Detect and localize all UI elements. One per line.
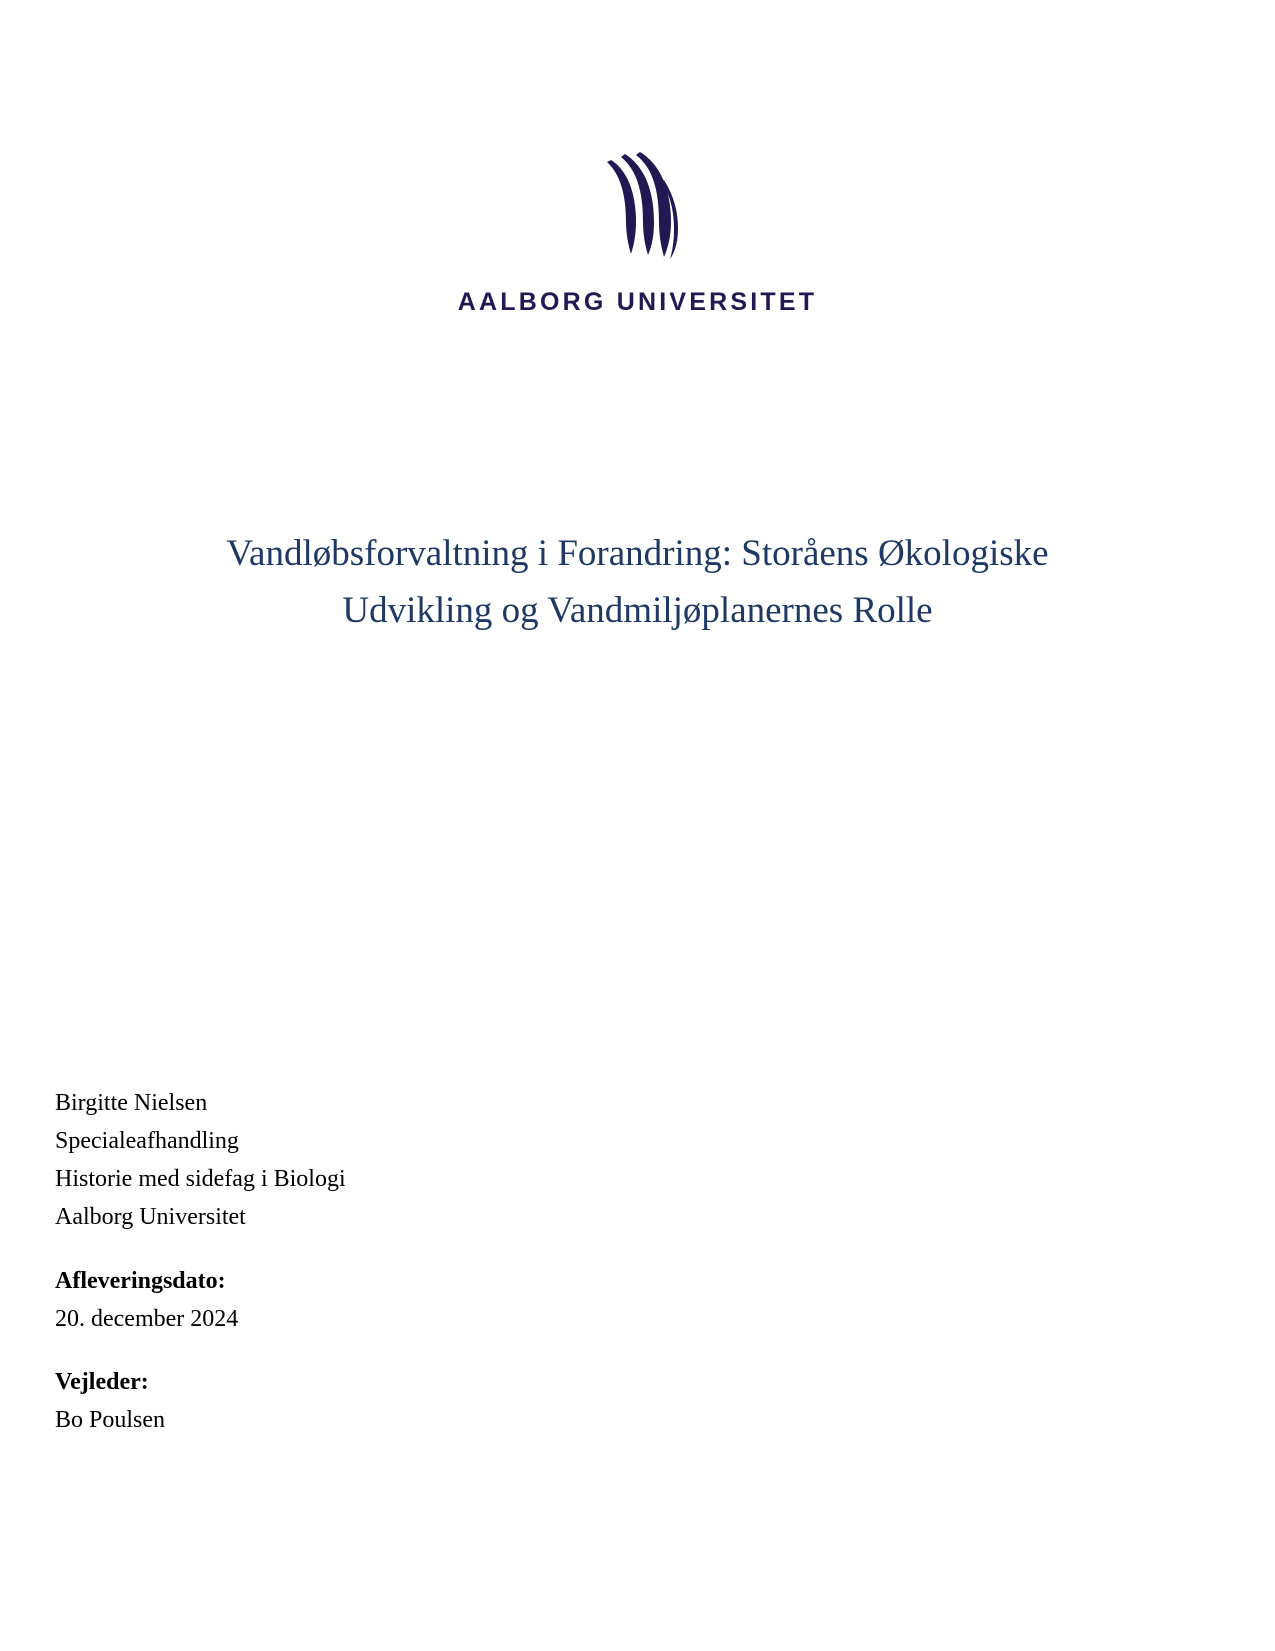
page-title-line-1: Vandløbsforvaltning i Forandring: Storåens Økologiske bbox=[226, 533, 1049, 574]
document-title-block bbox=[90, 525, 1185, 640]
document-metadata bbox=[55, 1085, 755, 1440]
submission-date-label: Afleveringsdato: bbox=[55, 1267, 226, 1294]
page-title bbox=[90, 525, 1185, 640]
programme-name: Historie med sidefag i Biologi bbox=[55, 1165, 346, 1192]
university-wordmark: AALBORG UNIVERSITET bbox=[457, 288, 818, 316]
supervisor-label: Vejleder: bbox=[55, 1369, 149, 1396]
university-logo-block bbox=[0, 150, 1275, 317]
submission-date-value: 20. december 2024 bbox=[55, 1305, 239, 1332]
supervisor-name: Bo Poulsen bbox=[55, 1407, 166, 1434]
author-name: Birgitte Nielsen bbox=[55, 1090, 208, 1116]
metadata-spacer-1 bbox=[55, 1237, 755, 1263]
institution-name: Aalborg Universitet bbox=[55, 1203, 246, 1230]
aalborg-universitet-logo-icon bbox=[578, 150, 698, 262]
metadata-spacer-2 bbox=[55, 1338, 755, 1364]
document-type: Specialeafhandling bbox=[55, 1127, 239, 1154]
page-title-line-2: Udvikling og Vandmiljøplanernes Rolle bbox=[342, 590, 933, 632]
